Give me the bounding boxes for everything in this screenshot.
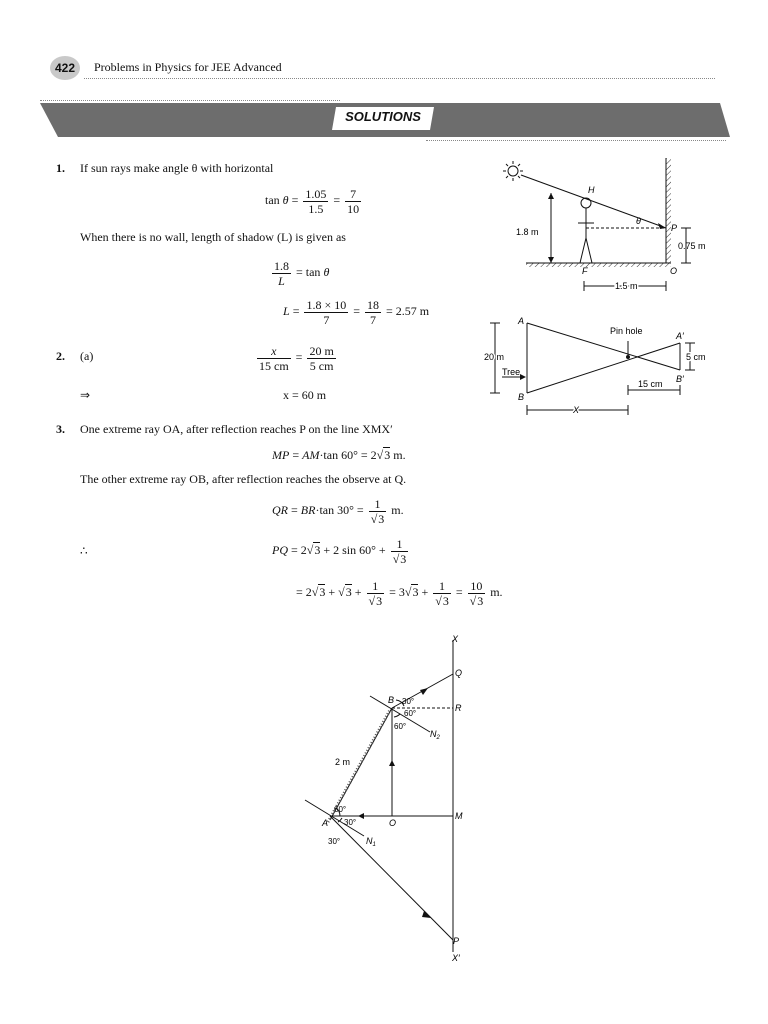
p1-intro: If sun rays make angle θ with horizontal	[80, 161, 274, 175]
label-B-prime: B′	[676, 374, 684, 384]
angle-60-B-lower: 60°	[394, 722, 407, 731]
label-theta: θ	[636, 216, 641, 226]
label-N1-letter: N	[366, 836, 373, 846]
label-N1	[366, 836, 376, 848]
p1-eq-tan: tan θ = $\frac{1.05}{1.5}$ = $\frac{7}{10}$	[265, 186, 360, 216]
label-2m: 2 m	[335, 757, 351, 767]
label-F: F	[582, 266, 588, 276]
figure-reflection	[300, 630, 500, 970]
header-rule	[84, 78, 715, 79]
wall	[666, 158, 671, 263]
solutions-banner	[40, 100, 730, 144]
p2-result: x = 60 m	[283, 388, 327, 402]
figure-pinhole	[480, 315, 720, 425]
label-P: P	[453, 936, 460, 946]
banner-title: SOLUTIONS	[345, 109, 421, 124]
page-number-badge: 422	[50, 56, 80, 80]
book-title: Problems in Physics for JEE Advanced	[94, 60, 282, 74]
p2-eq: $\frac{x}{15 cm}$ = $\frac{20 m}{5 cm}$	[259, 343, 334, 373]
label-Q: Q	[455, 668, 463, 678]
p1-eq-ratio: $\frac{1.8}{L}$ = tan θ	[274, 258, 330, 288]
label-image-height: 5 cm	[686, 352, 706, 362]
sun-ray	[521, 175, 666, 228]
label-pinhole: Pin hole	[610, 326, 643, 336]
p2-part: (a)	[80, 349, 94, 363]
label-tree-height: 20 m	[484, 352, 505, 362]
pinhole	[626, 355, 630, 359]
p3-eq-PQ: PQ = 2√3 + 2 sin 60° + $\frac{1}{√3}$	[272, 536, 407, 566]
p2-implies: ⇒	[80, 388, 91, 402]
label-A: A	[322, 818, 329, 828]
page-header	[50, 56, 715, 82]
angle-30-A-right: 30°	[344, 818, 357, 827]
sun-icon	[503, 161, 523, 181]
angle-30-A-lower: 30°	[328, 837, 341, 846]
p3-number: 3.	[56, 422, 65, 436]
label-R: R	[455, 703, 462, 713]
label-wall-height: 0.75 m	[678, 241, 706, 251]
p3-line2: The other extreme ray OB, after reflection reaches the observe at Q.	[80, 472, 407, 486]
label-N2-letter: N	[430, 729, 437, 739]
p3-therefore: ∴	[80, 544, 88, 558]
p2-number: 2.	[56, 349, 65, 363]
banner-rule-top	[40, 100, 340, 101]
p3-eq-QR: QR = BR·tan 30° = $\frac{1}{√3}$ m.	[272, 496, 404, 526]
label-O: O	[389, 818, 397, 828]
label-N2-sub: 2	[436, 735, 440, 741]
person-icon	[578, 198, 594, 263]
label-X-prime: X′	[452, 953, 460, 963]
label-O: O	[670, 266, 678, 276]
label-N1-sub: 1	[372, 842, 376, 848]
figure-shadow	[496, 153, 726, 293]
p3-line1: One extreme ray OA, after reflection reaches P on the line XMX′	[80, 422, 393, 436]
label-height: 1.8 m	[516, 227, 539, 237]
p3-eq-PQ-simplified: = 2√3 + √3 + $\frac{1}{√3}$ = 3√3 + $\frac{1}{√3}$ = $\frac{10}{√3}$ m.	[296, 578, 503, 608]
angle-60-A: 60°	[334, 805, 347, 814]
banner-rule-bottom	[426, 140, 726, 141]
angle-30-B: 30°	[402, 697, 415, 706]
label-N2	[430, 729, 441, 741]
p1-eq-L: L = $\frac{1.8 \times 10}{7}$ = $\frac{18}{7}$ = 2.57 m	[283, 297, 430, 327]
label-x: X	[573, 405, 580, 415]
label-H: H	[588, 185, 595, 195]
label-B: B	[388, 695, 395, 705]
label-P: P	[671, 223, 678, 233]
p3-eq-MP: MP = AM·tan 60° = 2√3 m.	[272, 448, 406, 462]
label-tree: Tree	[502, 367, 521, 377]
p1-result: = 2.57 m	[386, 304, 430, 318]
p1-no-wall: When there is no wall, length of shadow (L) is given as	[80, 230, 346, 244]
label-A: A	[518, 316, 525, 326]
label-X: X	[452, 634, 459, 644]
p1-number: 1.	[56, 161, 65, 175]
label-B: B	[518, 392, 525, 402]
label-A-prime: A′	[676, 331, 684, 341]
ground	[526, 263, 671, 267]
label-M: M	[455, 811, 463, 821]
angle-60-B-right: 60°	[404, 709, 417, 718]
label-distance: 1.5 m	[615, 281, 638, 291]
label-image-distance: 15 cm	[638, 379, 663, 389]
